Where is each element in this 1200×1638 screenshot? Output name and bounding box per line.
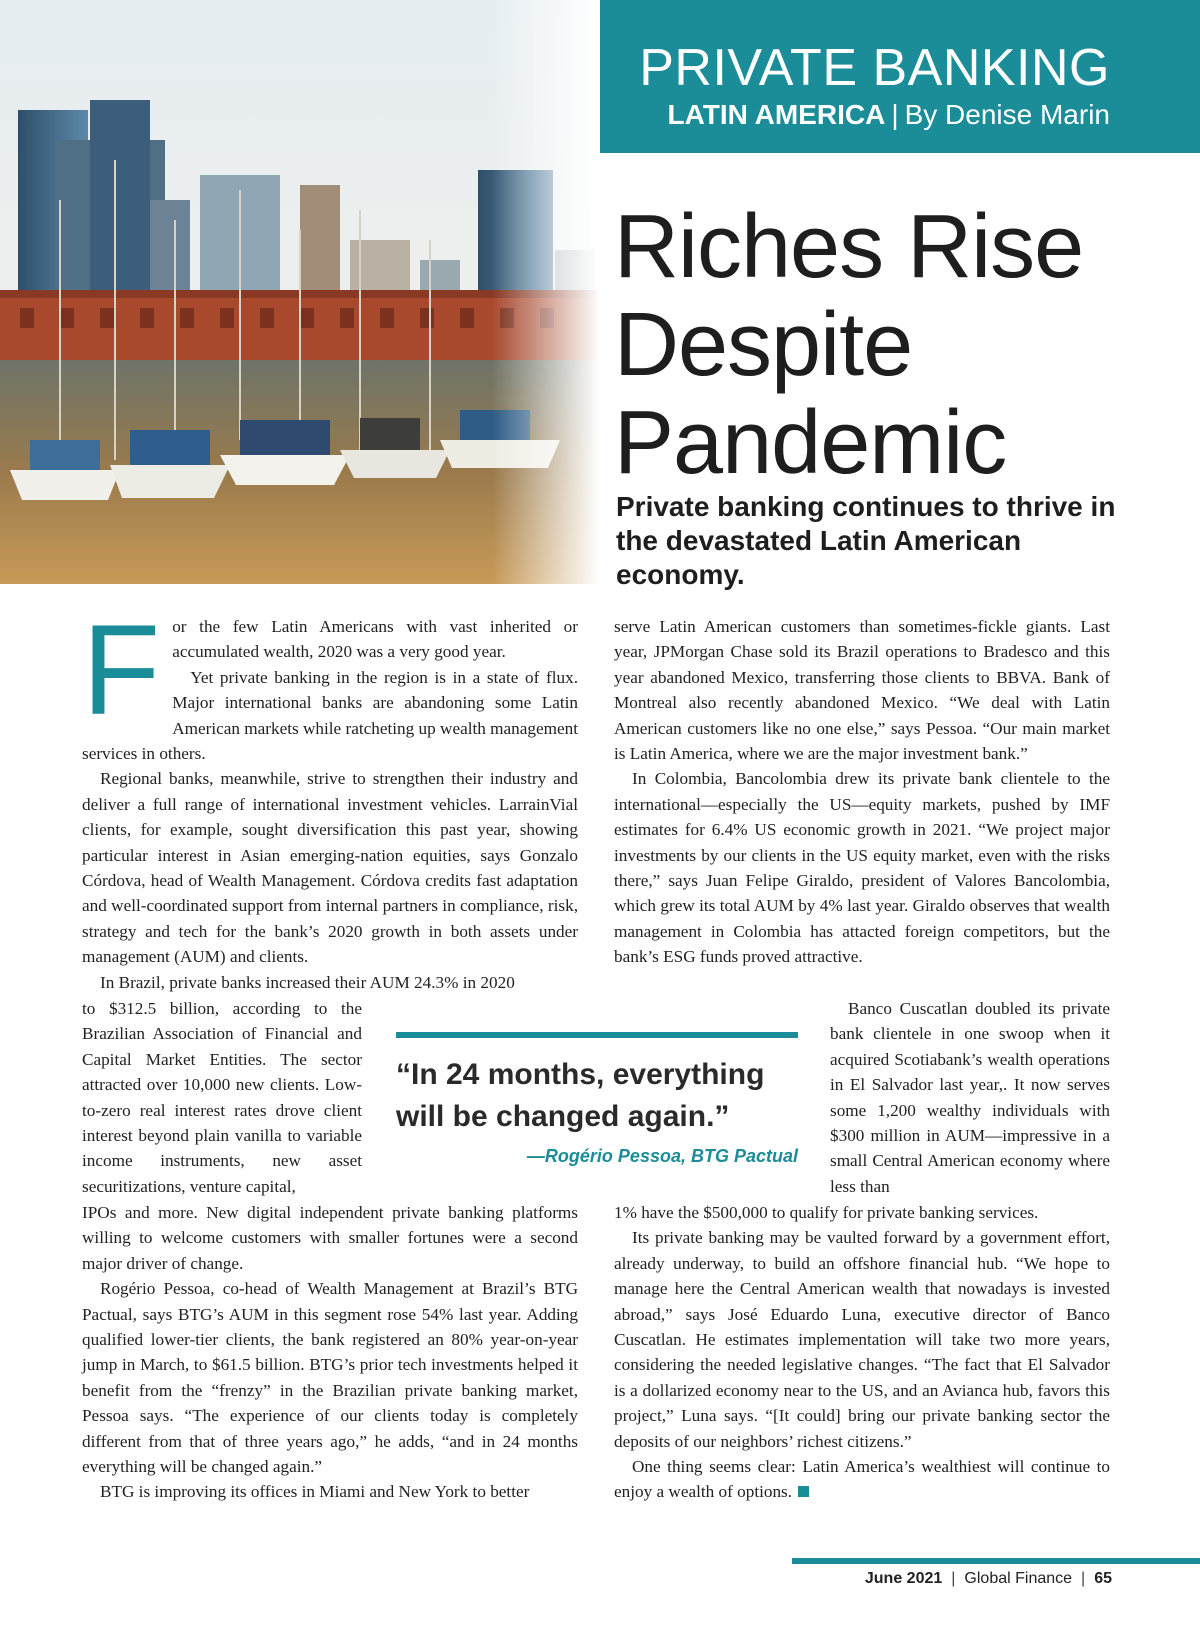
paragraph: 1% have the $500,000 to qualify for private banking services. (614, 1203, 1039, 1222)
paragraph: In Colombia, Bancolombia drew its private bank clientele to the international—especially the US—equity markets, pushed by IMF estimates for 6.4% US economic growth in 2021. “We project major investments by our clients in the US equity market, even with the risks there,” says Juan Felipe Giraldo, president of Valores Bancolombia, which grew its total AUM by 4% last year. Giraldo observes that wealth management in Colombia has attacted foreign competitors, but the bank’s ESG funds proved attractive. (614, 769, 1110, 967)
paragraph: Its private banking may be vaulted forward by a government effort, already underway, to build an offshore financial hub. “We hope to manage here the Central American wealth that nowadays is invested abroad,” says José Eduardo Luna, executive director of Banco Cuscatlan. He estimates implementation will take two more years, considering the needed legislative changes. “The fact that El Salvador is a dollarized economy near to the US, and an Avianca hub, favors this project,” Luna says. “[It could] bring our private banking sector the deposits of our neighbors’ richest citizens.” (614, 1228, 1110, 1451)
page-number: 65 (1094, 1570, 1112, 1587)
region-label: LATIN AMERICA (667, 99, 886, 130)
column-2-bottom (614, 1200, 1110, 1505)
author-byline: By Denise Marin (904, 99, 1110, 130)
article-headline: Riches Rise Despite Pandemic (614, 197, 1084, 493)
pull-quote-text: “In 24 months, everything will be changed again.” (396, 1058, 765, 1133)
page-footer (865, 1570, 1112, 1588)
column-1-top (82, 599, 578, 995)
publication-name: Global Finance (964, 1570, 1073, 1587)
footer-rule (792, 1558, 1200, 1564)
issue-date: June 2021 (864, 1570, 943, 1587)
paragraph: to $312.5 billion, according to the Brazilian Association of Financial and Capital Market Entities. The sector attracted over 10,000 new clients. Low-to-zero real interest rates drove client interest beyond plain vanilla to variable income instruments, new asset securitizations, venture capital, (82, 999, 362, 1196)
column-2-narrow (830, 996, 1110, 1199)
column-1-narrow (82, 996, 362, 1199)
drop-cap: F (82, 599, 161, 742)
byline-separator: | (891, 99, 899, 130)
paragraph: BTG is improving its offices in Miami and New York to better (100, 1482, 530, 1502)
harbor-photo (0, 0, 600, 584)
paragraph: Regional banks, meanwhile, strive to strengthen their industry and deliver a full range of international investment vehicles. LarrainVial clients, for example, sought diversification this past year, showing particular interest in Asian emerging-nation equities, says Gonzalo Córdova, head of Wealth Management. Córdova credits fast adaptation and well-coordinated support from internal partners in compliance, risk, strategy and tech for the bank’s 2020 growth in both assets under management (AUM) and clients. (82, 769, 578, 967)
section-title: PRIVATE BANKING (639, 39, 1110, 97)
footer-separator: | (1081, 1570, 1086, 1587)
article-deck: Private banking continues to thrive in the devastated Latin American economy. (616, 491, 1116, 590)
byline-row (668, 100, 1110, 131)
pull-quote (396, 1032, 798, 1167)
paragraph: serve Latin American customers than sometimes-fickle giants. Last year, JPMorgan Chase sold its Brazil operations to Bradesco and this year abandoned Mexico, transferring those clients to BBVA. Bank of Montreal also recently abandoned Mexico. “We deal with Latin American customers like no one else,” says Pessoa. “Our main market is Latin America, where we are the major investment bank.” (614, 617, 1110, 764)
column-2-top (614, 614, 1110, 970)
paragraph: In Brazil, private banks increased their AUM 24.3% in 2020 (100, 972, 515, 992)
pull-quote-attribution: —Rogério Pessoa, BTG Pactual (526, 1146, 798, 1166)
paragraph: Yet private banking in the region is in a state of flux. Major international banks are abandoning some Latin American markets while ratcheting up wealth management services in others. (82, 667, 578, 764)
closing-sentence: One thing seems clear: Latin America’s wealthiest will continue to enjoy a wealth of options. (614, 1457, 1110, 1502)
paragraph (614, 1454, 1110, 1505)
column-1-bottom (82, 1200, 578, 1505)
end-mark-icon (798, 1486, 809, 1497)
paragraph: Banco Cuscatlan doubled its private bank clientele in one swoop when it acquired Scotiabank’s wealth operations in El Salvador last year,. It now serves some 1,200 wealthy individuals with $300 million in AUM—impressive in a small Central American economy where less than (830, 999, 1110, 1196)
paragraph: Rogério Pessoa, co-head of Wealth Management at Brazil’s BTG Pactual, says BTG’s AUM in this segment rose 54% last year. Adding qualified lower-tier clients, the bank registered an 80% year-on-year jump in March, to $61.5 billion. BTG’s prior tech investments helped it benefit from the “frenzy” in the Brazilian private banking market, Pessoa says. “The experience of our clients today is completely different from that of three years ago,” he adds, “and in 24 months everything will be changed again.” (82, 1279, 578, 1477)
paragraph: IPOs and more. New digital independent private banking platforms willing to welcome customers with smaller fortunes were a second major driver of change. (82, 1203, 578, 1273)
footer-separator: | (951, 1570, 956, 1587)
paragraph: or the few Latin Americans with vast inherited or accumulated wealth, 2020 was a very good year. (172, 617, 578, 662)
